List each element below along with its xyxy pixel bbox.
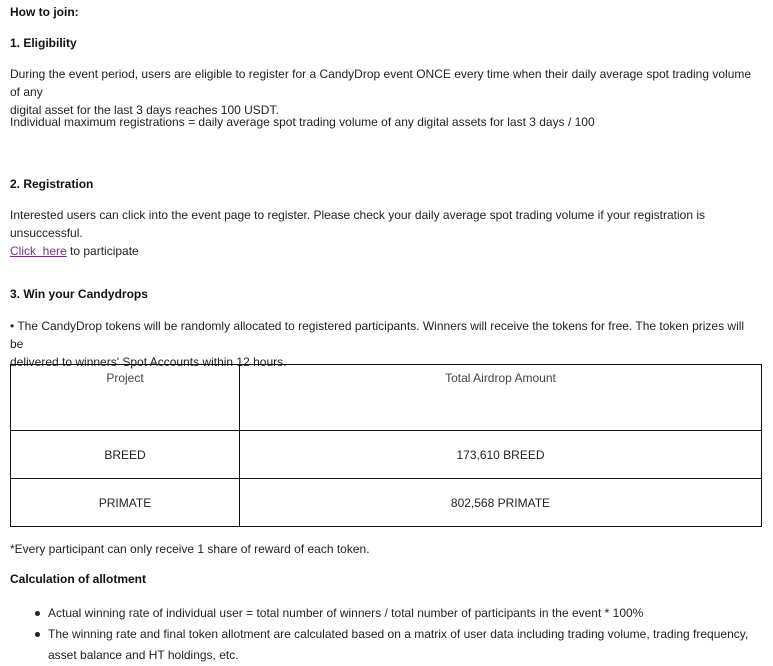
win-description	[10, 317, 755, 371]
eligibility-line-2: digital asset for the last 3 days reaches 100 USDT.	[10, 103, 279, 117]
registration-line-1: Interested users can click into the event page to register. Please check your daily average spot trading volume if your registration is unsuccessful.	[10, 208, 706, 240]
table-row	[11, 431, 762, 479]
project-cell: PRIMATE	[11, 479, 240, 527]
eligibility-line-1: During the event period, users are eligible to register for a CandyDrop event ONCE every time when their daily average spot trading volume of any	[10, 67, 752, 99]
amount-cell: 802,568 PRIMATE	[240, 479, 762, 527]
eligibility-heading: 1. Eligibility	[10, 36, 77, 50]
win-heading: 3. Win your Candydrops	[10, 287, 148, 301]
registration-line-2	[10, 242, 755, 260]
project-cell: BREED	[11, 431, 240, 479]
registration-heading: 2. Registration	[10, 177, 94, 191]
table-row	[11, 479, 762, 527]
allotment-heading: Calculation of allotment	[10, 572, 147, 586]
click-here-link[interactable]: Click here	[10, 244, 67, 258]
amount-cell: 173,610 BREED	[240, 431, 762, 479]
amount-column-header: Total Airdrop Amount	[240, 365, 762, 431]
table-header-row	[11, 365, 762, 431]
win-line-2: delivered to winners' Spot Accounts within 12 hours.	[10, 355, 287, 369]
eligibility-formula: Individual maximum registrations = daily average spot trading volume of any digital assets for last 3 days / 100	[10, 115, 595, 129]
list-item: The winning rate and final token allotment are calculated based on a matrix of user data including trading volume, trading frequency, asset balance and HT holdings, etc.	[48, 624, 755, 666]
airdrop-table	[10, 364, 762, 527]
participate-text: to participate	[66, 244, 139, 258]
registration-description	[10, 206, 755, 260]
project-column-header: Project	[11, 365, 240, 431]
list-item: Actual winning rate of individual user = total number of winners / total number of participants in the event * 100%	[48, 603, 755, 624]
how-to-join-heading: How to join:	[10, 5, 79, 19]
allotment-list	[10, 603, 755, 666]
participant-note: *Every participant can only receive 1 share of reward of each token.	[10, 542, 370, 556]
win-line-1: • The CandyDrop tokens will be randomly allocated to registered participants. Winners will receive the tokens for free. The token prizes will be	[10, 319, 745, 351]
eligibility-description	[10, 65, 755, 119]
